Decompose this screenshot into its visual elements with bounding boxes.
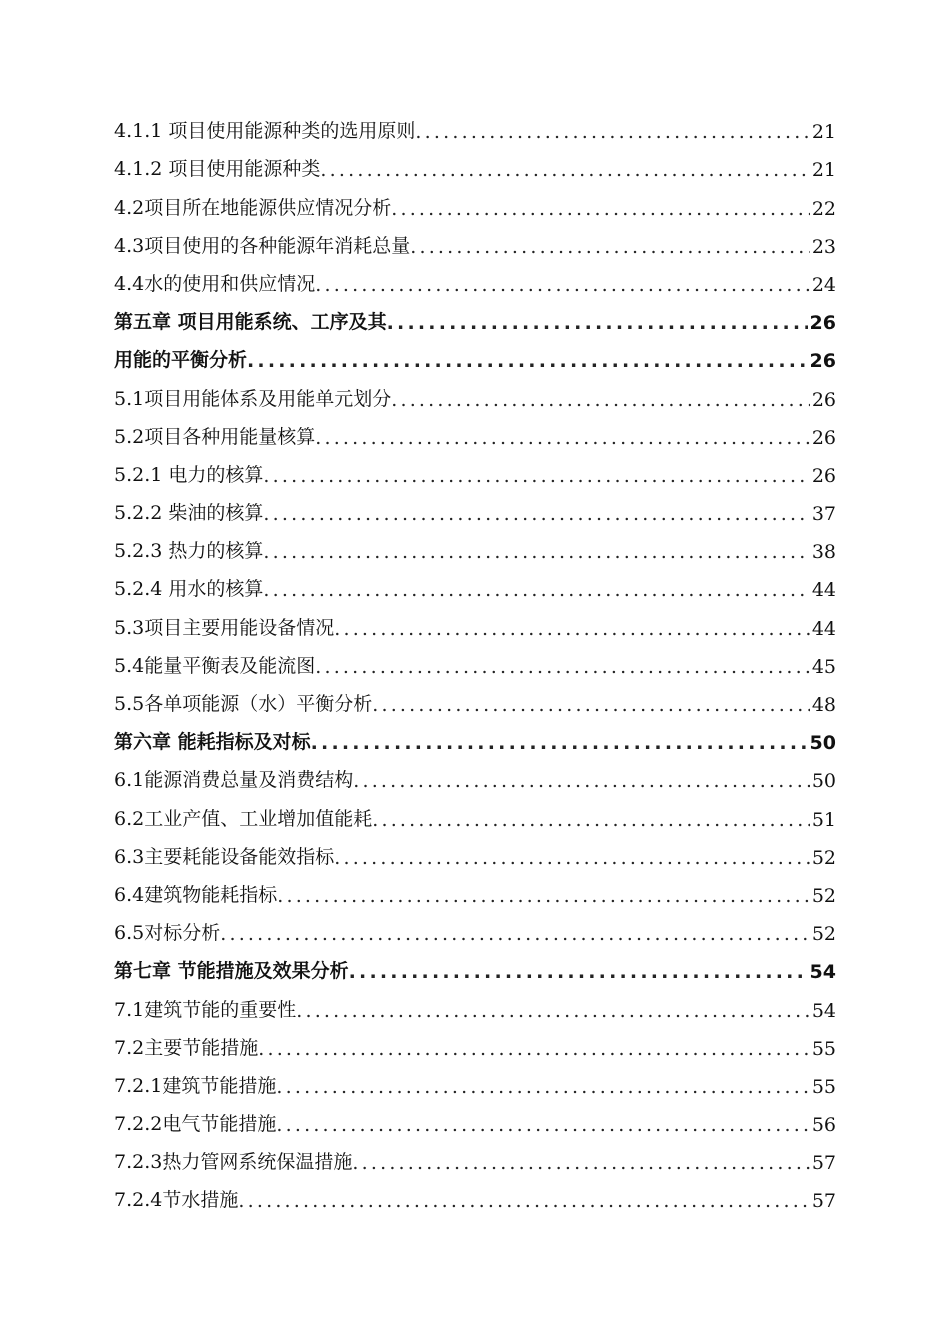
- toc-entry[interactable]: [114, 490, 836, 528]
- toc-entry-title: 4.1.1 项目使用能源种类的选用原则: [114, 120, 416, 143]
- toc-entry-title: 5.2.3 热力的核算: [114, 540, 264, 563]
- dot-leader: [276, 1076, 809, 1101]
- toc-entry-title: 5.5各单项能源（水）平衡分析: [114, 693, 373, 715]
- toc-page-number: 52: [811, 923, 836, 946]
- toc-chapter-entry[interactable]: [114, 299, 836, 337]
- dot-leader: [263, 541, 809, 566]
- toc-page-number: 51: [811, 808, 836, 831]
- dot-leader: [334, 618, 810, 643]
- dot-leader: [263, 465, 809, 490]
- dot-leader: [391, 198, 810, 223]
- dot-leader: [276, 1114, 809, 1139]
- toc-entry-title: 5.3项目主要用能设备情况: [114, 616, 335, 639]
- toc-page-number: 37: [811, 503, 836, 526]
- toc-entry[interactable]: [114, 1101, 836, 1139]
- toc-entry-title: 5.2项目各种用能量核算: [114, 425, 316, 448]
- toc-entry[interactable]: [114, 566, 836, 604]
- dot-leader: [258, 1038, 810, 1063]
- toc-page-number: 56: [811, 1114, 836, 1137]
- dot-leader: [391, 389, 810, 414]
- toc-entry-title: 7.2.4节水措施: [114, 1189, 239, 1212]
- toc-page-number: 50: [811, 770, 836, 793]
- toc-entry[interactable]: [114, 834, 836, 872]
- toc-page-number: 26: [811, 426, 836, 449]
- toc-entry-title: 7.2.1建筑节能措施: [114, 1074, 277, 1097]
- toc-entry[interactable]: [114, 528, 836, 566]
- toc-entry-title: 6.3主要耗能设备能效指标: [114, 845, 335, 868]
- toc-entry[interactable]: [114, 414, 836, 452]
- dot-leader: [349, 961, 808, 986]
- toc-page-number: 21: [811, 159, 836, 182]
- toc-entry[interactable]: [114, 1025, 836, 1063]
- toc-page-number: 52: [811, 846, 836, 869]
- toc-entry[interactable]: [114, 872, 836, 910]
- toc-entry[interactable]: [114, 643, 836, 681]
- toc-page-number: 26: [811, 388, 836, 411]
- toc-entry-title: 4.2项目所在地能源供应情况分析: [114, 196, 392, 219]
- toc-entry[interactable]: [114, 1063, 836, 1101]
- toc-page-number: 23: [811, 235, 836, 258]
- toc-entry[interactable]: [114, 1139, 836, 1177]
- toc-entry[interactable]: [114, 184, 836, 222]
- toc-entry[interactable]: [114, 986, 836, 1024]
- toc-page-number: 48: [811, 694, 836, 716]
- toc-page-number: 54: [809, 961, 836, 984]
- toc-entry[interactable]: [114, 261, 836, 299]
- toc-entry[interactable]: [114, 681, 836, 719]
- toc-entry[interactable]: [114, 604, 836, 642]
- toc-entry-title: 第七章 节能措施及效果分析: [114, 960, 349, 983]
- dot-leader: [296, 1000, 810, 1025]
- toc-chapter-entry[interactable]: [114, 337, 836, 375]
- toc-page-number: 22: [811, 197, 836, 220]
- toc-entry-title: 5.2.2 柴油的核算: [114, 502, 264, 525]
- toc-page-number: 45: [811, 655, 836, 678]
- dot-leader: [372, 694, 810, 719]
- toc-entry-title: 6.2工业产值、工业增加值能耗: [114, 807, 373, 830]
- toc-entry-title: 7.2.3热力管网系统保温措施: [114, 1151, 353, 1174]
- dot-leader: [311, 732, 808, 757]
- toc-entry-title: 4.3项目使用的各种能源年消耗总量: [114, 234, 411, 257]
- dot-leader: [320, 159, 809, 184]
- toc-entry-title: 6.1能源消费总量及消费结构: [114, 769, 354, 792]
- toc-page-number: 26: [811, 464, 836, 487]
- dot-leader: [247, 350, 808, 375]
- toc-entry-title: 第六章 能耗指标及对标: [114, 731, 311, 754]
- toc-entry[interactable]: [114, 375, 836, 413]
- toc-entry-title: 5.2.1 电力的核算: [114, 463, 264, 486]
- toc-entry[interactable]: [114, 757, 836, 795]
- dot-leader: [415, 121, 809, 146]
- toc-page-number: 55: [811, 1075, 836, 1098]
- dot-leader: [315, 656, 810, 681]
- toc-entry[interactable]: [114, 795, 836, 833]
- dot-leader: [220, 923, 810, 948]
- dot-leader: [263, 503, 809, 528]
- toc-entry-title: 第五章 项目用能系统、工序及其: [114, 311, 387, 334]
- dot-leader: [334, 847, 810, 872]
- dot-leader: [277, 885, 810, 910]
- dot-leader: [353, 770, 810, 795]
- dot-leader: [372, 809, 810, 834]
- toc-entry-title: 7.2主要节能措施: [114, 1036, 259, 1059]
- toc-page-number: 55: [811, 1037, 836, 1060]
- dot-leader: [387, 312, 808, 337]
- toc-entry-title: 4.4水的使用和供应情况: [114, 272, 316, 295]
- dot-leader: [352, 1152, 809, 1177]
- toc-entry-title: 4.1.2 项目使用能源种类: [114, 158, 321, 181]
- toc-page-number: 57: [811, 1152, 836, 1175]
- toc-page-number: 50: [809, 732, 836, 755]
- dot-leader: [315, 274, 810, 299]
- toc-entry-title: 6.4建筑物能耗指标: [114, 883, 278, 906]
- toc-page-number: 38: [811, 541, 836, 564]
- toc-entry[interactable]: [114, 223, 836, 261]
- toc-entry[interactable]: [114, 146, 836, 184]
- toc-entry[interactable]: [114, 910, 836, 948]
- toc-entry-title: 7.1建筑节能的重要性: [114, 998, 297, 1021]
- toc-entry[interactable]: [114, 1177, 836, 1215]
- dot-leader: [410, 236, 810, 261]
- toc-entry-title: 5.1项目用能体系及用能单元划分: [114, 387, 392, 410]
- toc-page-number: 21: [811, 121, 836, 144]
- toc-page-number: 26: [809, 312, 836, 335]
- toc-page-number: 44: [811, 579, 836, 602]
- dot-leader: [263, 579, 809, 604]
- dot-leader: [315, 427, 810, 452]
- toc-page-number: 52: [811, 884, 836, 907]
- toc-chapter-entry[interactable]: [114, 948, 836, 986]
- table-of-contents: [114, 108, 836, 1215]
- toc-chapter-entry[interactable]: [114, 719, 836, 757]
- dot-leader: [238, 1190, 809, 1215]
- toc-page-number: 44: [811, 617, 836, 640]
- toc-page-number: 57: [811, 1190, 836, 1213]
- toc-entry-title: 5.4能量平衡表及能流图: [114, 654, 316, 677]
- toc-entry-title: 5.2.4 用水的核算: [114, 578, 264, 601]
- toc-entry[interactable]: [114, 108, 836, 146]
- toc-entry-title: 用能的平衡分析: [114, 349, 248, 372]
- toc-entry[interactable]: [114, 452, 836, 490]
- toc-page-number: 54: [811, 999, 836, 1022]
- toc-page-number: 26: [809, 350, 836, 373]
- toc-entry-title: 6.5对标分析: [114, 922, 221, 945]
- toc-page-number: 24: [811, 273, 836, 296]
- toc-entry-title: 7.2.2电气节能措施: [114, 1113, 277, 1136]
